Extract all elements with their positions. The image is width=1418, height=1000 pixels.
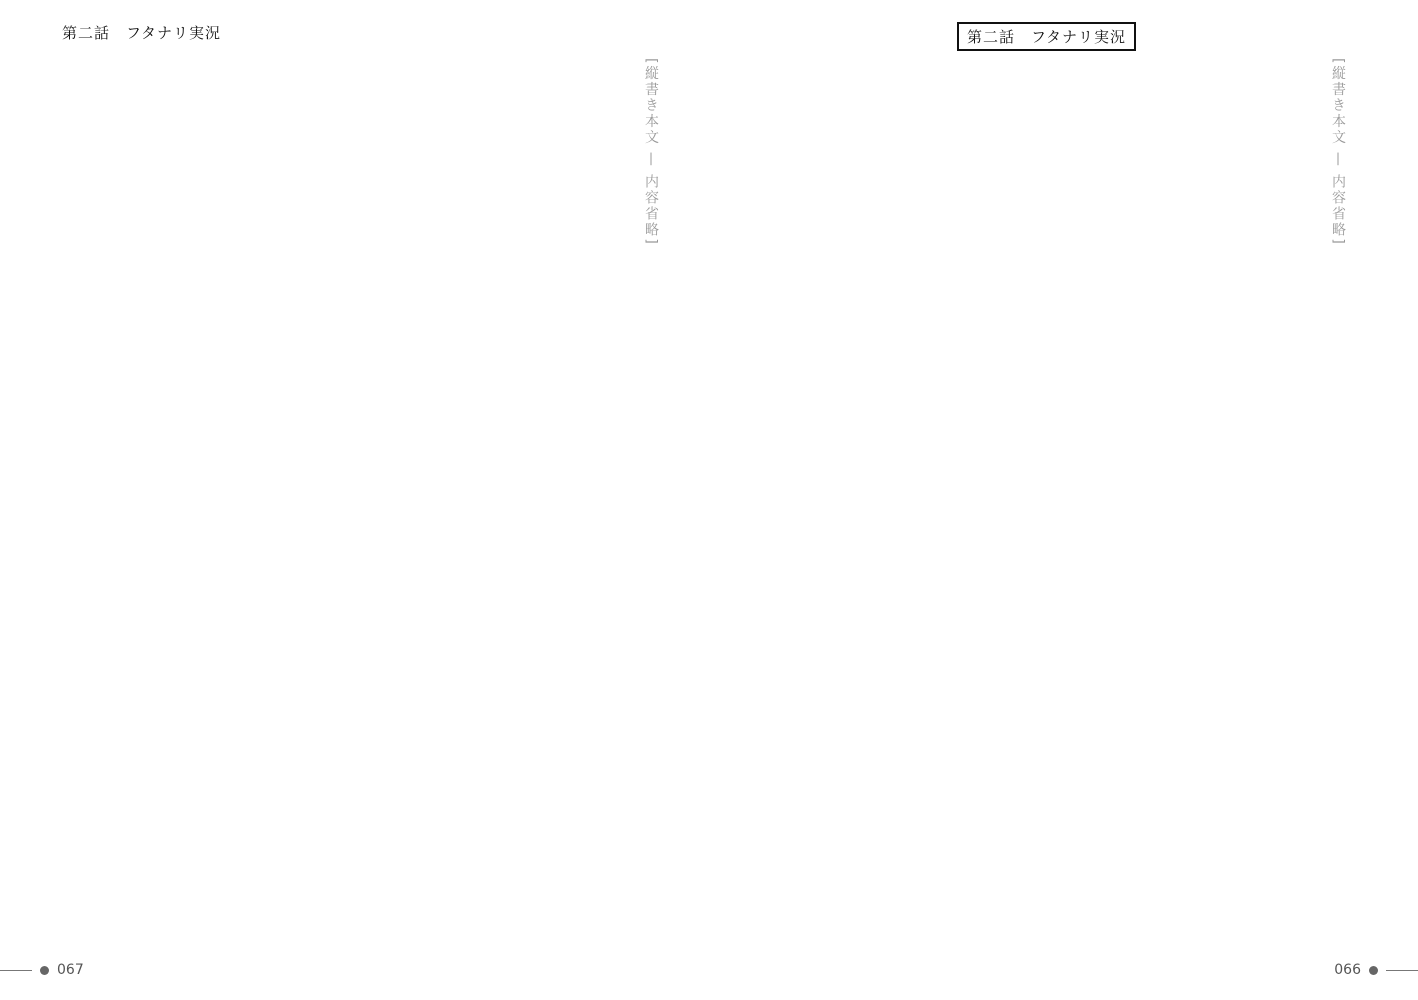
body-placeholder: [縦書き本文 — 内容省略]	[1330, 58, 1346, 246]
body-placeholder: [縦書き本文 — 内容省略]	[643, 58, 659, 246]
page-number-text: 067	[57, 962, 84, 978]
page-number-text: 066	[1334, 962, 1361, 978]
body-text-vertical	[766, 58, 1356, 938]
running-head: 第二話 フタナリ実況	[62, 24, 221, 42]
folio-rule	[1386, 970, 1418, 971]
folio-rule	[0, 970, 32, 971]
body-text-vertical	[49, 58, 669, 938]
running-head-boxed: 第二話 フタナリ実況	[957, 22, 1136, 51]
folio-dot-icon	[40, 966, 49, 975]
right-page	[709, 0, 1418, 1000]
page-number	[0, 962, 84, 978]
folio-dot-icon	[1369, 966, 1378, 975]
page-number	[1334, 962, 1418, 978]
